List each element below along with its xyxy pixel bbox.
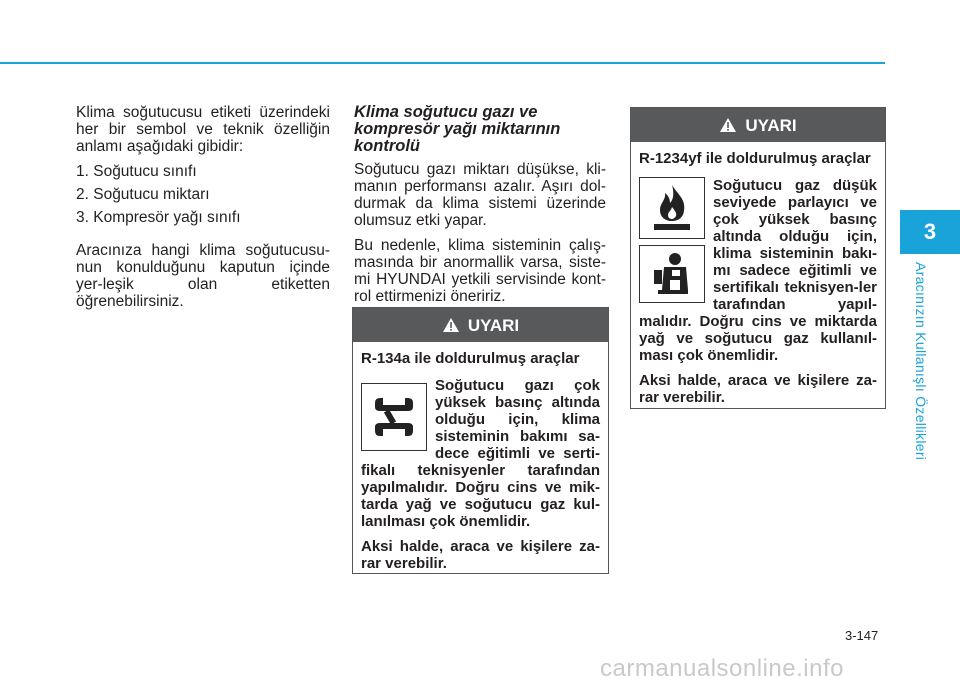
- warning-triangle-icon: [442, 317, 460, 333]
- column-left: [76, 104, 330, 318]
- warning-text-2: Aksi halde, araca ve kişilere za-rar verebilir.: [361, 538, 600, 572]
- warning-header: [353, 308, 608, 342]
- watermark: carmanualsonline.info: [600, 655, 844, 682]
- warning-header: [631, 108, 885, 142]
- intro-paragraph: Klima soğutucusu etiketi üzerindeki her bir sembol ve teknik özelliğin anlamı aşağıdaki gibidir:: [76, 104, 330, 155]
- paragraph-service: Bu nedenle, klima sisteminin çalış-masında bir anormallik varsa, siste-mi HYUNDAI yetkili servisinde kont-rol ettirmenizi öneririz.: [354, 237, 606, 305]
- paragraph-amount: Soğutucu gazı miktarı düşükse, kli-manın performansı azalır. Aşırı dol-durmak da klima sistemi üzerinde olumsuz etki yapar.: [354, 161, 606, 229]
- section-heading: Klima soğutucu gazı ve kompresör yağı miktarının kontrolü: [354, 103, 561, 155]
- warning-text-2: Aksi halde, araca ve kişilere za-rar verebilir.: [639, 372, 877, 406]
- wrench-icon: [361, 383, 427, 451]
- chapter-tab[interactable]: [900, 210, 960, 254]
- warning-box-r1234yf: [630, 107, 886, 409]
- warning-subtitle: R-134a ile doldurulmuş araçlar: [361, 350, 580, 367]
- header-rule: [0, 62, 885, 64]
- page-number: 3-147: [845, 628, 879, 643]
- flame-icon: [639, 177, 705, 239]
- column-middle: [354, 104, 606, 313]
- list-item: 3. Kompresör yağı sınıfı: [76, 209, 241, 226]
- warning-label: UYARI: [467, 315, 520, 335]
- list-item: 1. Soğutucu sınıfı: [76, 163, 197, 180]
- label-paragraph: Aracınıza hangi klima soğutucusu-nun konulduğunu kaputun içinde yer-leşik olan etiketten öğrenebilirsiniz.: [76, 242, 330, 310]
- warning-subtitle: R-1234yf ile doldurulmuş araçlar: [639, 150, 871, 167]
- warning-text: Soğutucu gaz düşük seviyede parlayıcı ve çok yüksek basınç altında olduğu için, klima sisteminin bakı-mı sadece eğitimli ve sertifikalı teknisyen-ler tarafından yapıl-malıdır. Doğru cins ve miktarda yağ ve soğutucu gaz kullanıl-ması çok önemlidir.: [639, 177, 877, 364]
- warning-text: Soğutucu gazı çok yüksek basınç altında olduğu için, klima sisteminin bakımı sa-dece eğitimli ve serti-fikalı teknisyenler tarafından yapılmalıdır. Doğru cins ve mik-tarda yağ ve soğutucu gaz kul-lanılması çok önemlidir.: [361, 377, 600, 530]
- list-item: 2. Soğutucu miktarı: [76, 186, 210, 203]
- technician-icon: [639, 245, 705, 303]
- warning-label: UYARI: [745, 115, 797, 135]
- chapter-title: Aracınızın Kullanışlı Özellikleri: [913, 262, 929, 461]
- warning-triangle-icon: [719, 117, 737, 133]
- chapter-number: 3: [923, 219, 937, 244]
- warning-box-r134a: [352, 307, 609, 574]
